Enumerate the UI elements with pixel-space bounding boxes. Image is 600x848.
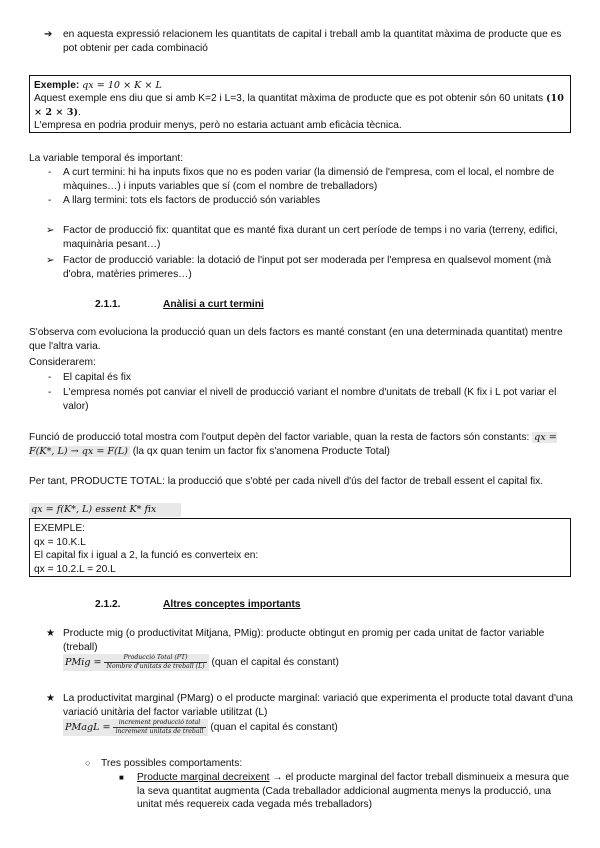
example2-box bbox=[29, 518, 571, 577]
pmarg-text: La productivitat marginal (PMarg) o el producte marginal: variació que experimenta el producte total davant d'una variació unitària del factor variable utilitzat (L) bbox=[63, 693, 573, 718]
pmarg-note: (quan el capital és constant) bbox=[210, 722, 338, 734]
section-211-number: 2.1.1. bbox=[95, 299, 121, 310]
example2-line-1: EXEMPLE: bbox=[34, 523, 85, 534]
pmig-fraction bbox=[104, 654, 206, 671]
section-212-number: 2.1.2. bbox=[95, 599, 121, 610]
pmarg-numerator: increment producció total bbox=[113, 719, 205, 728]
star-icon-1: ★ bbox=[46, 628, 56, 639]
pmarg-denominator: increment unitats de treball bbox=[115, 728, 204, 735]
temporal-intro: La variable temporal és important: bbox=[29, 153, 184, 164]
circle-bullet-icon: ○ bbox=[85, 758, 91, 768]
dash-marker-2: - bbox=[48, 195, 52, 206]
pmig-lhs: PMig = bbox=[65, 657, 102, 669]
section-212-title bbox=[163, 598, 301, 612]
pmarg-fraction bbox=[113, 719, 205, 736]
pmig-numerator: Producció Total (PT) bbox=[104, 654, 206, 663]
decreixent-term: Producte marginal decreixent bbox=[137, 772, 270, 783]
temporal-dash-item-1: A curt termini: hi ha inputs fixos que no es poden variar (la dimensió de l'empresa, com el local, el nombre de màquines…) i inputs variables que sí (com el nombre de treballadors) bbox=[63, 167, 555, 192]
behaviours-title: Tres possibles comportaments: bbox=[101, 758, 243, 769]
dash-marker-3: - bbox=[48, 372, 52, 383]
section-211-consider: Considerarem: bbox=[29, 357, 96, 368]
factor-arrow-icon-1: ➢ bbox=[46, 225, 55, 236]
example2-line-2: qx = 10.K.L bbox=[34, 536, 86, 548]
example-label: Exemple: bbox=[34, 80, 80, 91]
pmarg-formula bbox=[63, 719, 338, 736]
example-line1-text: Aquest exemple ens diu que si amb K=2 i L=3, la quantitat màxima de producte que es pot obtenir són 60 unitats bbox=[34, 93, 544, 104]
section-211-para2 bbox=[29, 431, 574, 458]
pmarg-lhs: PMagL = bbox=[65, 722, 111, 734]
factor-arrow-icon-2: ➢ bbox=[46, 255, 55, 266]
dash-marker-1: - bbox=[48, 167, 52, 178]
pmig-text: Producte mig (o productivitat Mitjana, PMig): producte obtingut en promig per cada unitat de factor variable (treball) bbox=[63, 628, 545, 653]
factor-item-fix: Factor de producció fix: quantitat que es manté fixa durant un cert període de temps i no varia (terreny, edifici, maquinària pesant…) bbox=[63, 225, 558, 250]
decreixent-item bbox=[137, 771, 577, 812]
example2-line-3: El capital fix i igual a 2, la funció es converteix en: bbox=[34, 550, 259, 561]
factor-item-variable: Factor de producció variable: la dotació de l'input pot ser moderada per l'empresa en qualsevol moment (mà d'obra, matèries primeres…) bbox=[63, 255, 552, 280]
para3-formula: qx = f(K*, L) essent K* fix bbox=[29, 503, 181, 517]
intro-arrow-text: en aquesta expressió relacionem les quantitats de capital i treball amb la quantitat màxima de producte que es pot obtenir per cada combinació bbox=[63, 29, 562, 54]
intro-arrow-icon: ➔ bbox=[44, 29, 53, 40]
example-formula: qx = 10 × K × L bbox=[82, 80, 162, 91]
para2-text-a: Funció de producció total mostra com l'output depèn del factor variable, quan la resta de factors són constants: bbox=[29, 432, 530, 443]
star-icon-2: ★ bbox=[46, 693, 56, 704]
section-211-para3: Per tant, PRODUCTE TOTAL: la producció que s'obté per cada nivell d'ús del factor de treball essent el capital fix. bbox=[29, 476, 544, 487]
pmig-formula bbox=[63, 654, 339, 671]
example-line1-end: . bbox=[78, 106, 81, 118]
pmig-note: (quan el capital és constant) bbox=[211, 657, 339, 669]
example2-line-4: qx = 10.2.L = 20.L bbox=[34, 563, 116, 575]
dash-marker-4: - bbox=[48, 387, 52, 398]
temporal-dash-item-2: A llarg termini: tots els factors de producció són variables bbox=[63, 195, 321, 206]
example-line1-formula: (10 × 2 × 3) bbox=[34, 93, 564, 118]
section-211-para1: S'observa com evoluciona la producció quan un dels factors es manté constant (en una determinada quantitat) mentre que l'altra varia. bbox=[29, 327, 563, 352]
decreixent-text: → el producte marginal del factor treball disminueix a mesura que la seva quantitat augmenta (Cada treballador addicional augmenta menys la producció, una unitat més requereix cada vegada més treballadors) bbox=[137, 772, 570, 810]
consider-item-2: L'empresa només pot canviar el nivell de producció variant el nombre d'unitats de treball (K fix i L pot variar el valor) bbox=[63, 387, 557, 412]
example-line1 bbox=[34, 92, 568, 119]
section-211-title bbox=[163, 298, 264, 312]
para2-text-b: (la qx quan tenim un factor fix s'anomena Producte Total) bbox=[132, 445, 390, 457]
pmig-denominator: Nombre d'unitats de treball (L) bbox=[106, 663, 205, 670]
example-line2: L'empresa en podria produir menys, però no estaria actuant amb eficàcia tècnica. bbox=[34, 120, 402, 131]
section-211-title-text: Anàlisi a curt termini bbox=[163, 299, 264, 310]
para2-formula: qx = F(K*, L) → qx = F(L) bbox=[29, 432, 557, 457]
consider-item-1: El capital és fix bbox=[63, 372, 131, 383]
example-box-title-line bbox=[34, 79, 162, 93]
section-212-title-text: Altres conceptes importants bbox=[163, 599, 301, 610]
square-bullet-icon: ■ bbox=[119, 773, 124, 782]
example-box bbox=[29, 75, 571, 133]
